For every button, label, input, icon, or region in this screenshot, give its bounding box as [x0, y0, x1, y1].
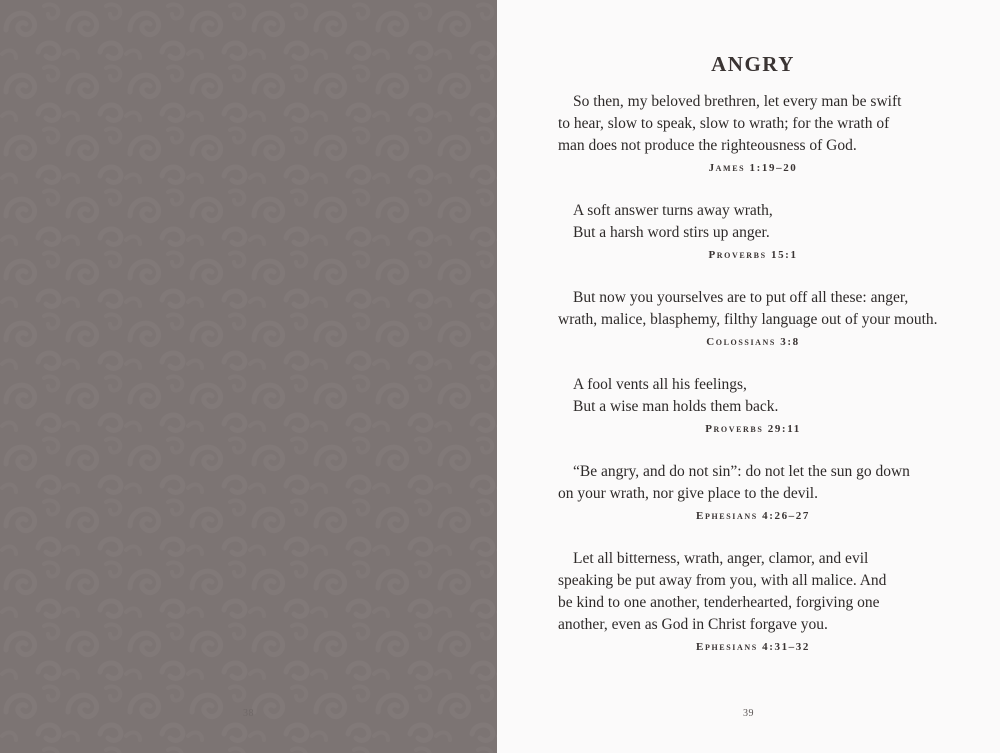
verse-line: another, even as God in Christ forgave you. — [558, 616, 828, 633]
page-title: ANGRY — [711, 52, 795, 76]
right-page — [497, 0, 1000, 753]
verse-entry — [558, 548, 948, 653]
verse-line: speaking be put away from you, with all malice. And — [558, 572, 887, 589]
verse-reference: Colossians 3:8 — [706, 336, 800, 348]
verse-text — [558, 461, 948, 505]
verse-reference: James 1:19–20 — [708, 162, 798, 174]
verse-line: So then, my beloved brethren, let every man be swift — [573, 93, 902, 110]
verse-entry — [558, 200, 948, 261]
verse-reference: Proverbs 29:11 — [705, 423, 801, 435]
left-page-number: 38 — [243, 708, 254, 719]
verse-entry — [558, 374, 948, 435]
verse-line: to hear, slow to speak, slow to wrath; for the wrath of — [558, 115, 890, 132]
verse-line: A fool vents all his feelings, — [573, 376, 747, 393]
left-page — [0, 0, 497, 753]
verse-reference: Ephesians 4:26–27 — [696, 510, 810, 522]
verse-reference: Ephesians 4:31–32 — [696, 641, 810, 653]
verse-entry — [558, 287, 948, 348]
verse-line: “Be angry, and do not sin”: do not let the sun go down — [573, 463, 910, 480]
verse-line: But now you yourselves are to put off all these: anger, — [573, 289, 909, 306]
verse-line: A soft answer turns away wrath, — [573, 202, 773, 219]
verse-line: wrath, malice, blasphemy, filthy language out of your mouth. — [558, 311, 938, 328]
verse-text — [558, 374, 948, 418]
right-page-number: 39 — [743, 708, 754, 719]
verse-text — [558, 91, 948, 157]
verse-text — [558, 287, 948, 331]
verse-line: But a wise man holds them back. — [573, 398, 779, 415]
verse-entry — [558, 461, 948, 522]
page-content — [558, 52, 948, 679]
verse-text — [558, 548, 948, 636]
swirl-pattern — [0, 0, 497, 753]
verse-line: be kind to one another, tenderhearted, forgiving one — [558, 594, 880, 611]
verse-line: But a harsh word stirs up anger. — [573, 224, 770, 241]
verse-line: Let all bitterness, wrath, anger, clamor, and evil — [573, 550, 869, 567]
verse-entry — [558, 91, 948, 174]
verse-text — [558, 200, 948, 244]
verse-reference: Proverbs 15:1 — [708, 249, 798, 261]
verse-line: on your wrath, nor give place to the devil. — [558, 485, 818, 502]
verse-line: man does not produce the righteousness of God. — [558, 137, 857, 154]
